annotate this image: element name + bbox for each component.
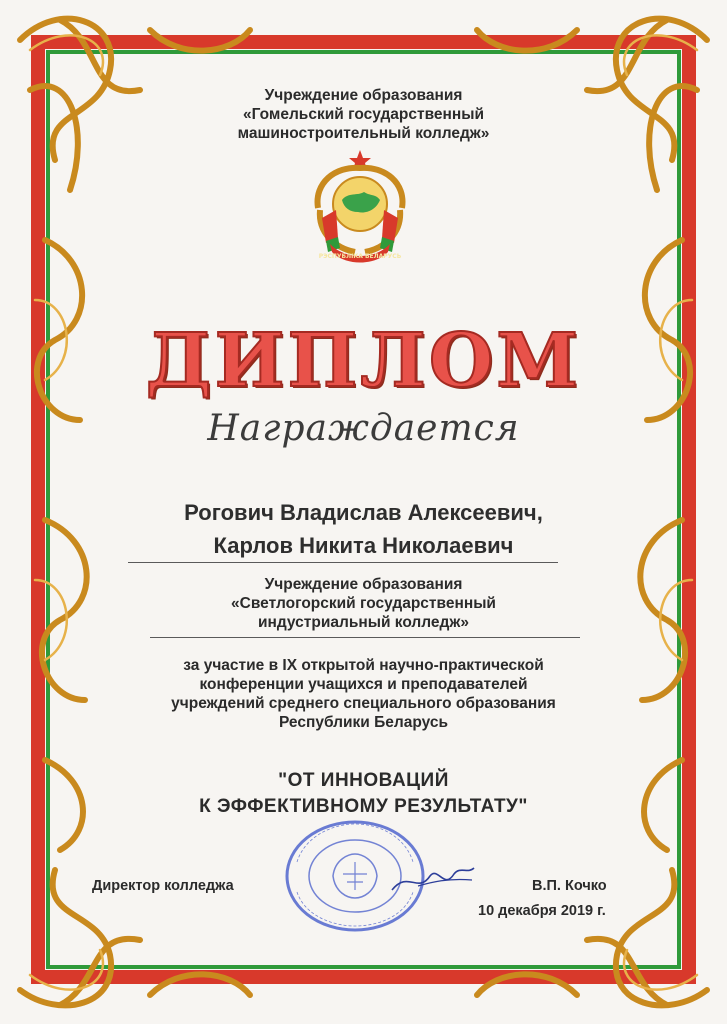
- director-label: Директор колледжа: [92, 878, 234, 894]
- belarus-coat-of-arms-icon: [300, 148, 420, 270]
- divider-line: [128, 562, 558, 563]
- issue-date: 10 декабря 2019 г.: [478, 903, 606, 919]
- awarded-heading: Награждается: [207, 408, 520, 449]
- organization-line-3: индустриальный колледж»: [258, 614, 469, 631]
- theme-line-2: К ЭФФЕКТИВНОМУ РЕЗУЛЬТАТУ": [199, 796, 528, 817]
- theme-line-1: "ОТ ИННОВАЦИЙ: [278, 770, 449, 791]
- recipient-names: [0, 496, 727, 562]
- conference-theme: [0, 768, 727, 820]
- organization-line-1: Учреждение образования: [264, 576, 463, 593]
- reason-line-2: конференции учащихся и преподавателей: [199, 676, 528, 693]
- recipient-line-1: Рогович Владислав Алексеевич,: [184, 500, 543, 525]
- reason-line-1: за участие в IX открытой научно-практической: [183, 657, 544, 674]
- signature-icon: [388, 860, 478, 900]
- reason-line-4: Республики Беларусь: [278, 714, 448, 731]
- reason-line-3: учреждений среднего специального образования: [171, 695, 556, 712]
- diploma-title: ДИПЛОМ: [145, 318, 582, 404]
- award-reason: [0, 656, 727, 732]
- signer-name: В.П. Кочко: [532, 878, 607, 894]
- recipient-line-2: Карлов Никита Николаевич: [213, 533, 514, 558]
- divider-line: [150, 637, 580, 638]
- recipient-organization: [0, 575, 727, 632]
- issuer-line-1: Учреждение образования: [264, 87, 463, 104]
- emblem-ribbon-text: РЭСПУБЛІКА БЕЛАРУСЬ: [318, 253, 402, 260]
- issuer-block: [0, 86, 727, 143]
- issuer-line-3: машиностроительный колледж»: [237, 125, 490, 142]
- organization-line-2: «Светлогорский государственный: [231, 595, 496, 612]
- issuer-line-2: «Гомельский государственный: [242, 106, 485, 123]
